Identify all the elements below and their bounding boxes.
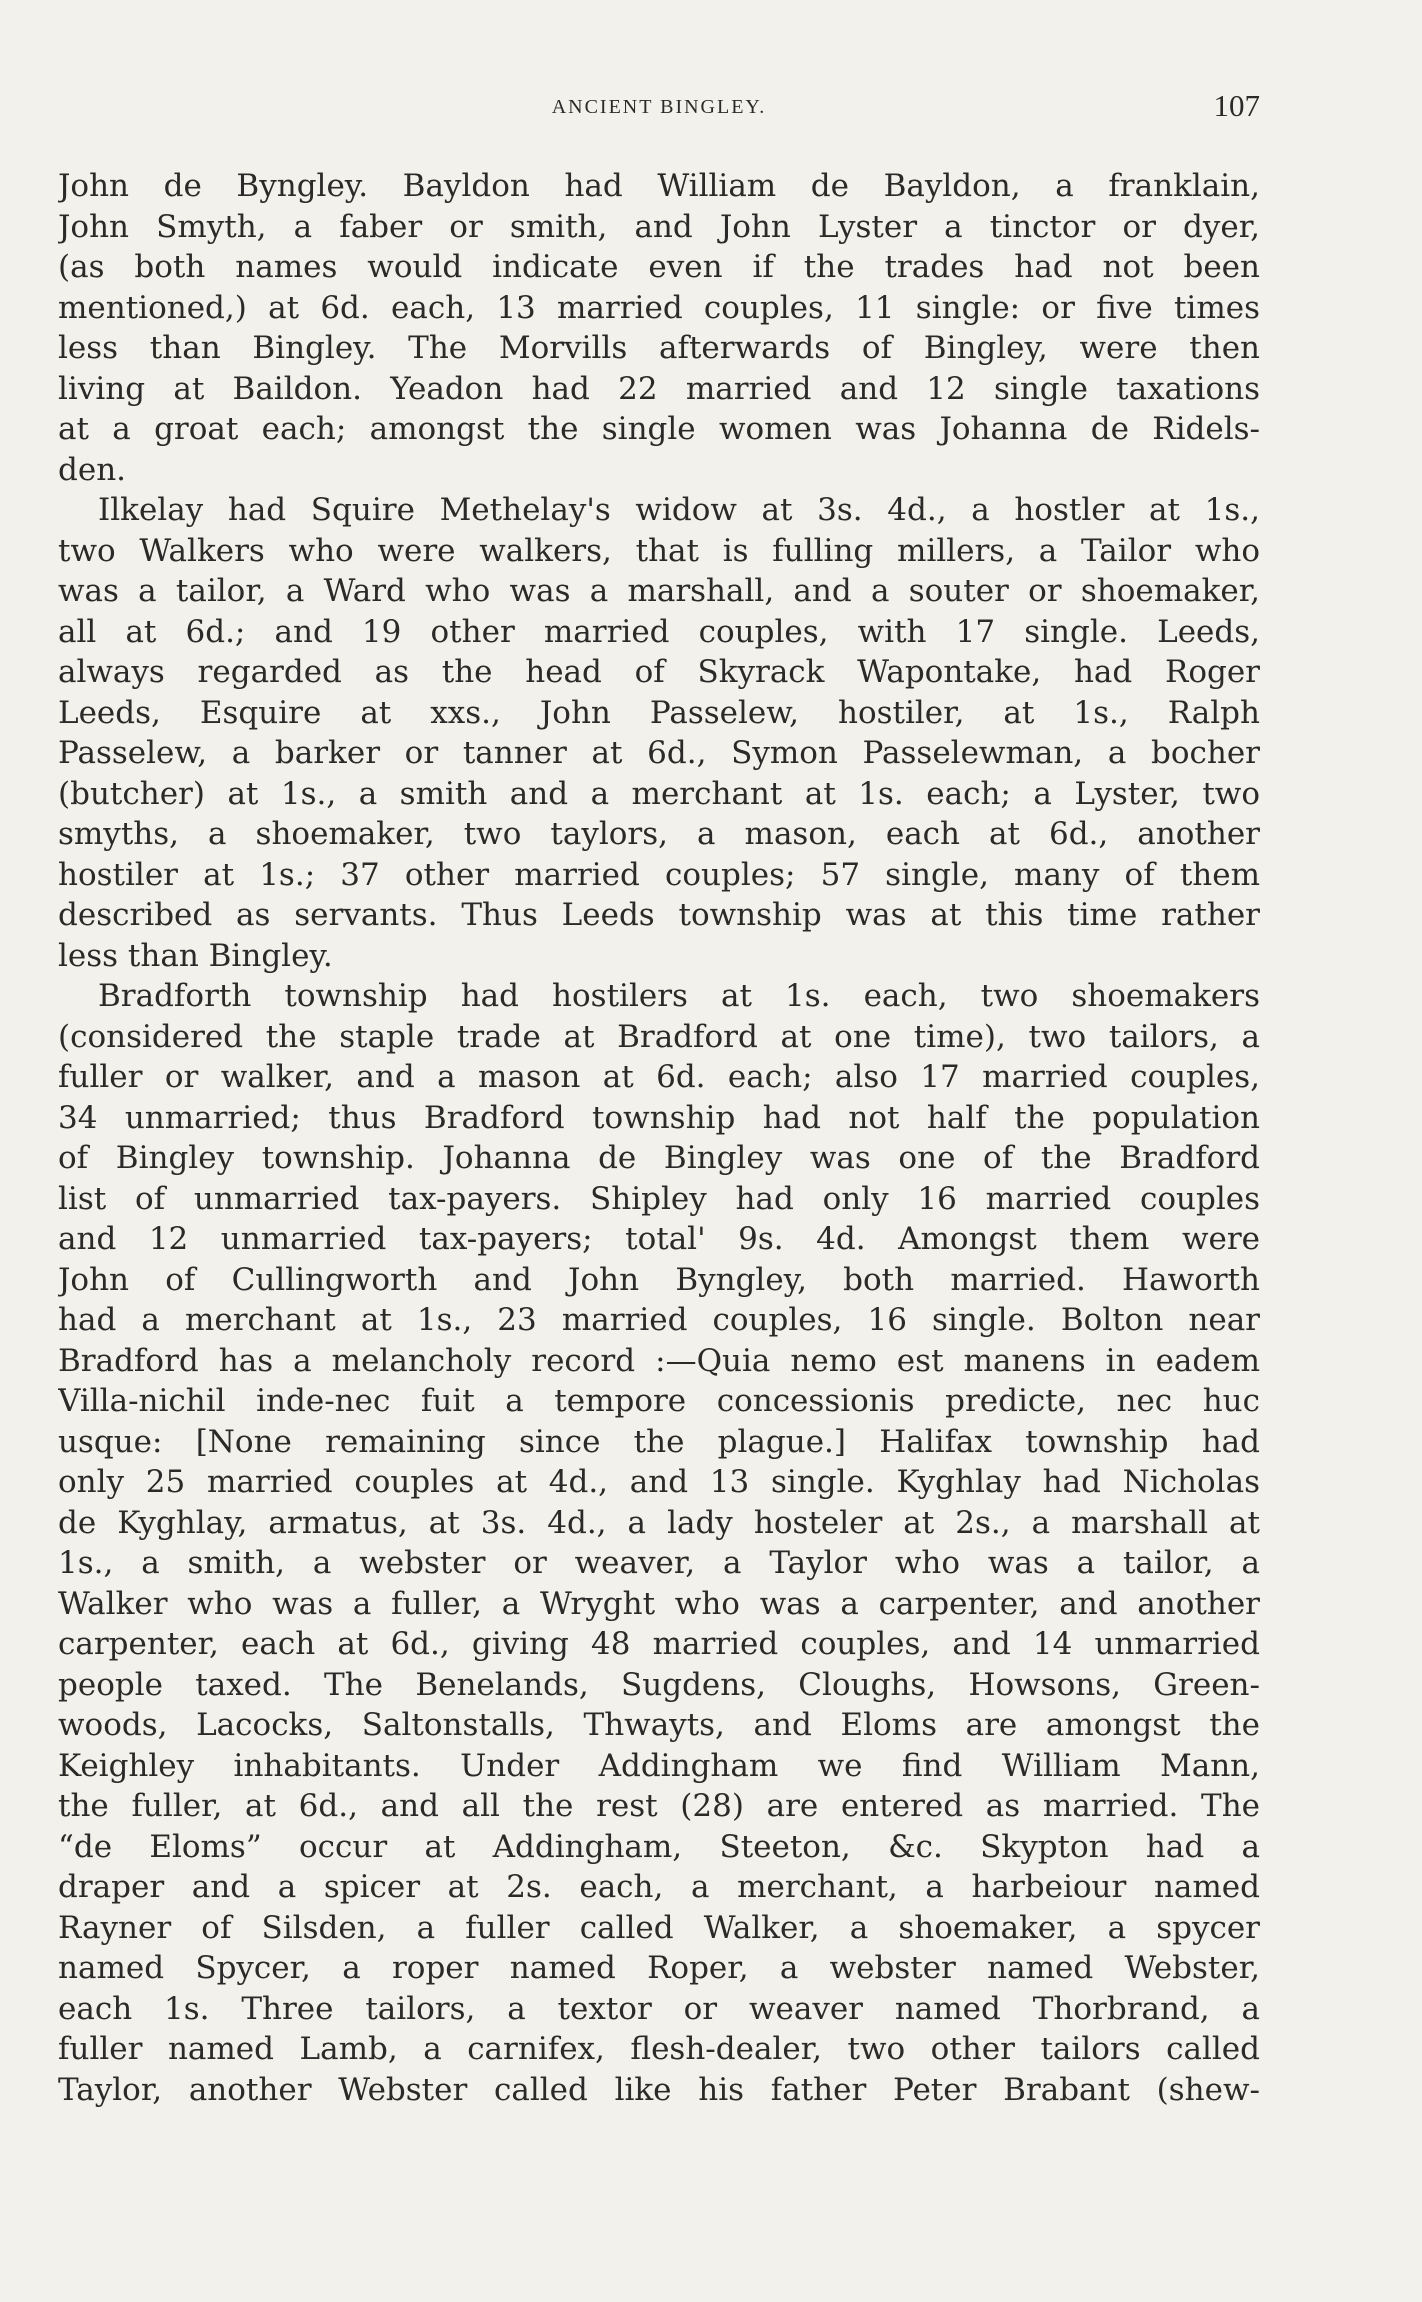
- text-line: of Bingley township. Johanna de Bingley was one of the Bradford: [58, 1140, 1260, 1176]
- page-number: 107: [1213, 88, 1260, 123]
- text-line: less than Bingley.: [58, 937, 333, 974]
- text-line: fuller or walker, and a mason at 6d. each; also 17 married couples,: [58, 1059, 1260, 1095]
- text-line: John of Cullingworth and John Byngley, both married. Haworth: [58, 1261, 1260, 1298]
- text-line: Bradford has a melancholy record :—Quia nemo est manens in eadem: [58, 1342, 1260, 1379]
- text-line: less than Bingley. The Morvills afterwards of Bingley, were then: [58, 330, 1260, 366]
- text-line: always regarded as the head of Skyrack Wapontake, had Roger: [58, 654, 1260, 690]
- text-line: list of unmarried tax-payers. Shipley had only 16 married couples: [58, 1180, 1260, 1217]
- text-line: Rayner of Silsden, a fuller called Walker, a shoemaker, a spycer: [58, 1909, 1260, 1946]
- text-line: Ilkelay had Squire Methelay's widow at 3s. 4d., a hostler at 1s.,: [98, 492, 1260, 528]
- text-line: John de Byngley. Bayldon had William de Bayldon, a franklain,: [58, 168, 1260, 204]
- text-line: John Smyth, a faber or smith, and John Lyster a tinctor or dyer,: [58, 208, 1260, 245]
- text-line: mentioned,) at 6d. each, 13 married couples, 11 single: or five times: [58, 289, 1260, 326]
- text-line: each 1s. Three tailors, a textor or weaver named Thorbrand, a: [58, 1990, 1260, 2027]
- running-header: [58, 88, 1260, 128]
- text-line: two Walkers who were walkers, that is fulling millers, a Tailor who: [58, 532, 1260, 569]
- text-line: de Kyghlay, armatus, at 3s. 4d., a lady hosteler at 2s., a marshall at: [58, 1504, 1260, 1541]
- text-line: people taxed. The Benelands, Sugdens, Cloughs, Howsons, Green-: [58, 1666, 1260, 1703]
- text-line: (as both names would indicate even if the trades had not been: [58, 249, 1260, 285]
- text-line: and 12 unmarried tax-payers; total' 9s. 4d. Amongst them were: [58, 1221, 1260, 1257]
- body-text: [58, 166, 1260, 2110]
- text-line: fuller named Lamb, a carnifex, flesh-dealer, two other tailors called: [58, 2031, 1260, 2067]
- text-line: described as servants. Thus Leeds township was at this time rather: [58, 897, 1260, 933]
- text-line: draper and a spicer at 2s. each, a merchant, a harbeiour named: [58, 1869, 1260, 1905]
- text-line: Keighley inhabitants. Under Addingham we find William Mann,: [58, 1747, 1260, 1784]
- text-line: woods, Lacocks, Saltonstalls, Thwayts, and Eloms are amongst the: [58, 1707, 1260, 1743]
- text-line: (considered the staple trade at Bradford at one time), two tailors, a: [58, 1018, 1260, 1055]
- text-line: named Spycer, a roper named Roper, a webster named Webster,: [58, 1950, 1260, 1986]
- text-line: Passelew, a barker or tanner at 6d., Symon Passelewman, a bocher: [58, 735, 1260, 771]
- text-line: had a merchant at 1s., 23 married couples, 16 single. Bolton near: [58, 1302, 1260, 1338]
- text-line: Taylor, another Webster called like his father Peter Brabant (shew-: [58, 2071, 1260, 2108]
- text-line: Leeds, Esquire at xxs., John Passelew, hostiler, at 1s., Ralph: [58, 694, 1260, 731]
- text-line: at a groat each; amongst the single women was Johanna de Ridels-: [58, 411, 1260, 447]
- text-line: usque: [None remaining since the plague.] Halifax township had: [58, 1423, 1260, 1460]
- text-line: 34 unmarried; thus Bradford township had not half the population: [58, 1099, 1260, 1136]
- text-line: hostiler at 1s.; 37 other married couples; 57 single, many of them: [58, 856, 1260, 893]
- text-line: was a tailor, a Ward who was a marshall, and a souter or shoemaker,: [58, 573, 1260, 609]
- text-line: (butcher) at 1s., a smith and a merchant at 1s. each; a Lyster, two: [58, 775, 1260, 812]
- text-line: all at 6d.; and 19 other married couples, with 17 single. Leeds,: [58, 613, 1260, 650]
- text-line: the fuller, at 6d., and all the rest (28) are entered as married. The: [58, 1788, 1260, 1824]
- text-line: Bradforth township had hostilers at 1s. each, two shoemakers: [98, 978, 1260, 1014]
- text-line: den.: [58, 451, 127, 488]
- text-line: carpenter, each at 6d., giving 48 married couples, and 14 unmarried: [58, 1626, 1260, 1662]
- text-line: smyths, a shoemaker, two taylors, a mason, each at 6d., another: [58, 816, 1260, 852]
- text-line: “de Eloms” occur at Addingham, Steeton, &c. Skypton had a: [58, 1828, 1260, 1865]
- text-line: Walker who was a fuller, a Wryght who was a carpenter, and another: [58, 1585, 1260, 1622]
- running-title: ANCIENT BINGLEY.: [551, 96, 767, 118]
- text-line: Villa-nichil inde-nec fuit a tempore concessionis predicte, nec huc: [58, 1383, 1260, 1419]
- text-line: only 25 married couples at 4d., and 13 single. Kyghlay had Nicholas: [58, 1464, 1260, 1500]
- text-line: 1s., a smith, a webster or weaver, a Taylor who was a tailor, a: [58, 1545, 1260, 1581]
- text-line: living at Baildon. Yeadon had 22 married and 12 single taxations: [58, 370, 1260, 407]
